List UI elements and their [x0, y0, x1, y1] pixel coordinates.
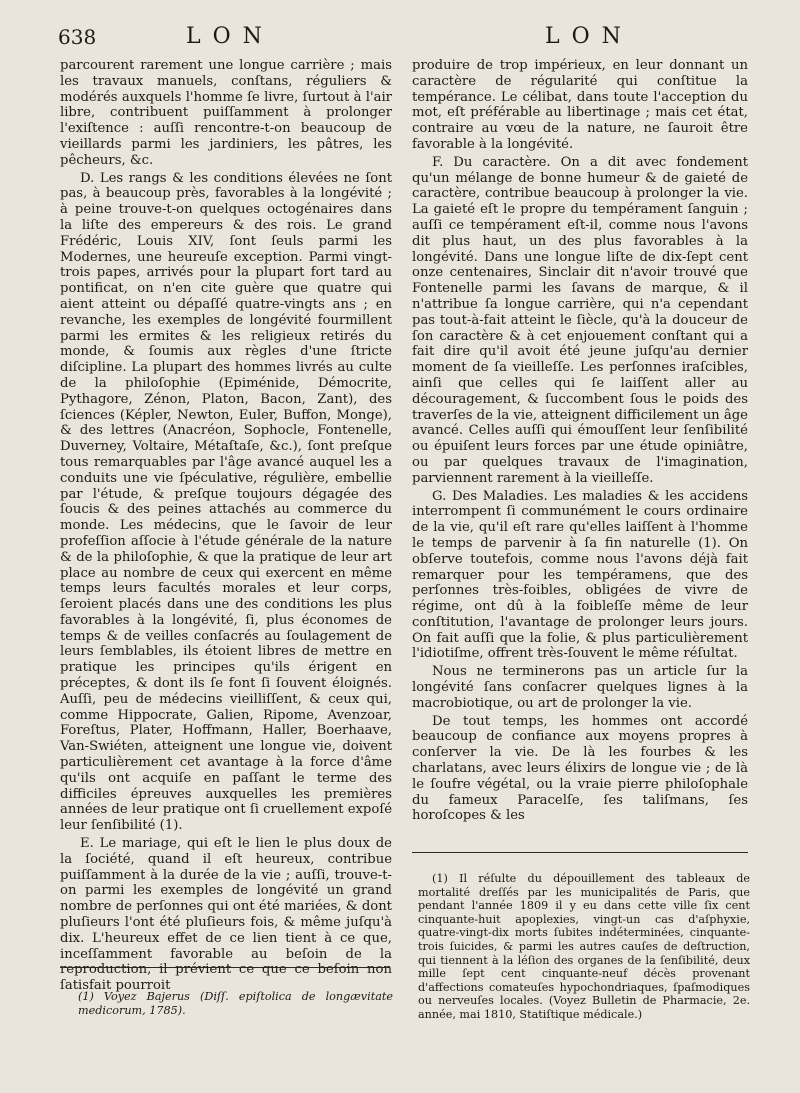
footnote-right-text: (1) Il réſulte du dépouillement des tableaux de mortalité dreſſés par les municipalités de Paris, que pendant l'année 1809 il y eu dans cette ville ſix cent cinquante-huit apoplexies, vingt-un cas d'aſphyxie, quatre-vingt-dix morts ſubites indéterminées, cinquante-trois ſuicides, & parmi les autres cauſes de deſtruction, qui tiennent à la léſion des organes de la ſenſibilité, deux mille ſept cent cinquante-neuf décès provenant d'affections comateuſes hypochondriaques, ſpaſmodiques ou nerveuſes locales. (Voyez Bulletin de Pharmacie, 2e. année, mai 1810, Statiſtique médicale.)	[418, 872, 750, 1021]
page-number: 638	[58, 25, 97, 49]
footnote-right	[418, 872, 750, 1022]
right-paragraph-1: produire de trop impérieux, en leur donnant un caractère de régularité qui conſtitue la tempérance. Le célibat, dans toute l'acception du mot, eſt préférable au libertinage ; mais cet état, contraire au vœu de la nature, ne ſauroit être favorable à la longévité.	[412, 58, 748, 152]
left-paragraph-3: E. Le mariage, qui eſt le lien le plus doux de la ſociété, quand il eſt heureux, contribue puiſſamment à la durée de la vie ; auſſi, trouve-t-on parmi les exemples de longévité un grand nombre de perſonnes qui ont été mariées, & dont pluſieurs l'ont été pluſieurs fois, & même juſqu'à dix. L'heureux effet de ce lien tient à ce que, inceſſamment favorable au beſoin de la reproduction, il prévient ce que ce beſoin non ſatisfait pourroit	[60, 836, 392, 994]
right-paragraph-2: F. Du caractère. On a dit avec fondement qu'un mélange de bonne humeur & de gaieté de caractère, contribue beaucoup à prolonger la vie. La gaieté eſt le propre du tempérament ſanguin ; auſſi ce tempérament eſt-il, comme nous l'avons dit plus haut, un des plus favorables à la longévité. Dans une longue liſte de dix-ſept cent onze centenaires, Sinclair dit n'avoir trouvé que Fontenelle parmi les ſavans de marque, & il n'attribue ſa longue carrière, qui n'a cependant pas tout-à-fait atteint le ſiècle, qu'à la douceur de ſon caractère & à cet enjouement conſtant qui a fait dire qu'il avoit été jeune juſqu'au dernier moment de ſa vieilleſſe. Les perſonnes iraſcibles, ainſi que celles qui ſe laiſſent aller au découragement, & ſuccombent ſous le poids des traverſes de la vie, atteignent difficilement un âge avancé. Celles auſſi qui émouſſent leur ſenſibilité ou épuiſent leurs forces par une étude opiniâtre, ou par quelques travaux de l'imagination, parviennent rarement à la vieilleſſe.	[412, 154, 748, 486]
right-paragraph-3: G. Des Maladies. Les maladies & les accidens interrompent ſi communément le cours ordinaire de la vie, qu'il eſt rare qu'elles laiſſent à l'homme le temps de parvenir à ſa fin naturelle (1). On obſerve toutefois, comme nous l'avons déjà fait remarquer pour les tempéramens, que des perſonnes très-foibles, obligées de vivre de régime, ont dû à la foibleſſe même de leur conſtitution, l'avantage de prolonger leurs jours. On fait auſſi que la folie, & plus particulièrement l'idiotiſme, offrent très-ſouvent le même réſultat.	[412, 488, 748, 662]
right-paragraph-5: De tout temps, les hommes ont accordé beaucoup de confiance aux moyens propres à conſerver la vie. De là les fourbes & les charlatans, avec leurs élixirs de longue vie ; de là le ſoufre végétal, ou la vraie pierre philoſophale du fameux Paracelſe, ſes taliſmans, ſes horoſcopes & les	[412, 713, 748, 824]
right-column	[412, 58, 748, 824]
left-paragraph-1: parcourent rarement une longue carrière ; mais les travaux manuels, conſtans, réguliers & modérés auxquels l'homme ſe livre, ſurtout à l'air libre, contribuent puiſſamment à prolonger l'exiſtence : auſſi rencontre-t-on beaucoup de vieillards parmi les jardiniers, les pâtres, les pêcheurs, &c.	[60, 58, 392, 168]
footnote-rule-right	[412, 852, 748, 853]
running-head-right: LON	[545, 24, 633, 49]
left-paragraph-2: D. Les rangs & les conditions élevées ne ſont pas, à beaucoup près, favorables à la longévité ; à peine trouve-t-on quelques octogénaires dans la liſte des empereurs & des rois. Le grand Frédéric, Louis XIV, ſont ſeuls parmi les Modernes, une heureuſe exception. Parmi vingt-trois papes, arrivés pour la plupart fort tard au pontificat, on n'en cite guère que quatre qui aient atteint ou dépaſſé quatre-vingts ans ; en revanche, les exemples de longévité fourmillent parmi les ermites & les religieux retirés du monde, & ſoumis aux règles d'une ſtricte diſcipline. La plupart des hommes livrés au culte de la philoſophie (Epiménide, Démocrite, Pythagore, Zénon, Platon, Bacon, Zant), des ſciences (Képler, Newton, Euler, Buffon, Monge), & des lettres (Anacréon, Sophocle, Fontenelle, Duverney, Voltaire, Métaſtaſe, &c.), ſont preſque tous remarquables par l'âge avancé auquel les a conduits une vie ſpéculative, régulière, embellie par l'étude, & preſque toujours dégagée des ſoucis & des peines attachés au commerce du monde. Les médecins, que le ſavoir de leur profeſſion aſſocie à l'étude générale de la nature & de la philoſophie, & que la pratique de leur art place au nombre de ceux qui exercent en même temps leurs facultés morales et leur corps, ſeroient placés dans une des conditions les plus favorables à la longévité, ſi, plus économes de temps & de veilles conſacrés au ſoulagement de leurs ſemblables, ils étoient libres de mettre en pratique les principes qu'ils érigent en préceptes, & dont ils ſe font ſi ſouvent éloignés. Auſſi, peu de médecins vieilliſſent, & ceux qui, comme Hippocrate, Galien, Ripome, Avenzoar, Foreſtus, Plater, Hoffmann, Haller, Boerhaave, Van-Swiéten, atteignent une longue vie, doivent particulièrement cet avantage à la force d'âme qu'ils ont acquiſe en paſſant le terme des difficiles épreuves auxquelles les premières années de leur pratique ont ſi cruellement expoſé leur ſenſibilité (1).	[60, 170, 392, 834]
footnote-left: (1) Voyez Bajerus (Diſſ. epiſtolica de longævitate medicorum, 1785).	[78, 990, 393, 1017]
left-column	[60, 58, 392, 994]
running-head-left: LON	[186, 24, 274, 49]
footnote-rule-left	[60, 967, 390, 968]
right-paragraph-4: Nous ne terminerons pas un article ſur la longévité ſans conſacrer quelques lignes à la macrobiotique, ou art de prolonger la vie.	[412, 664, 748, 711]
